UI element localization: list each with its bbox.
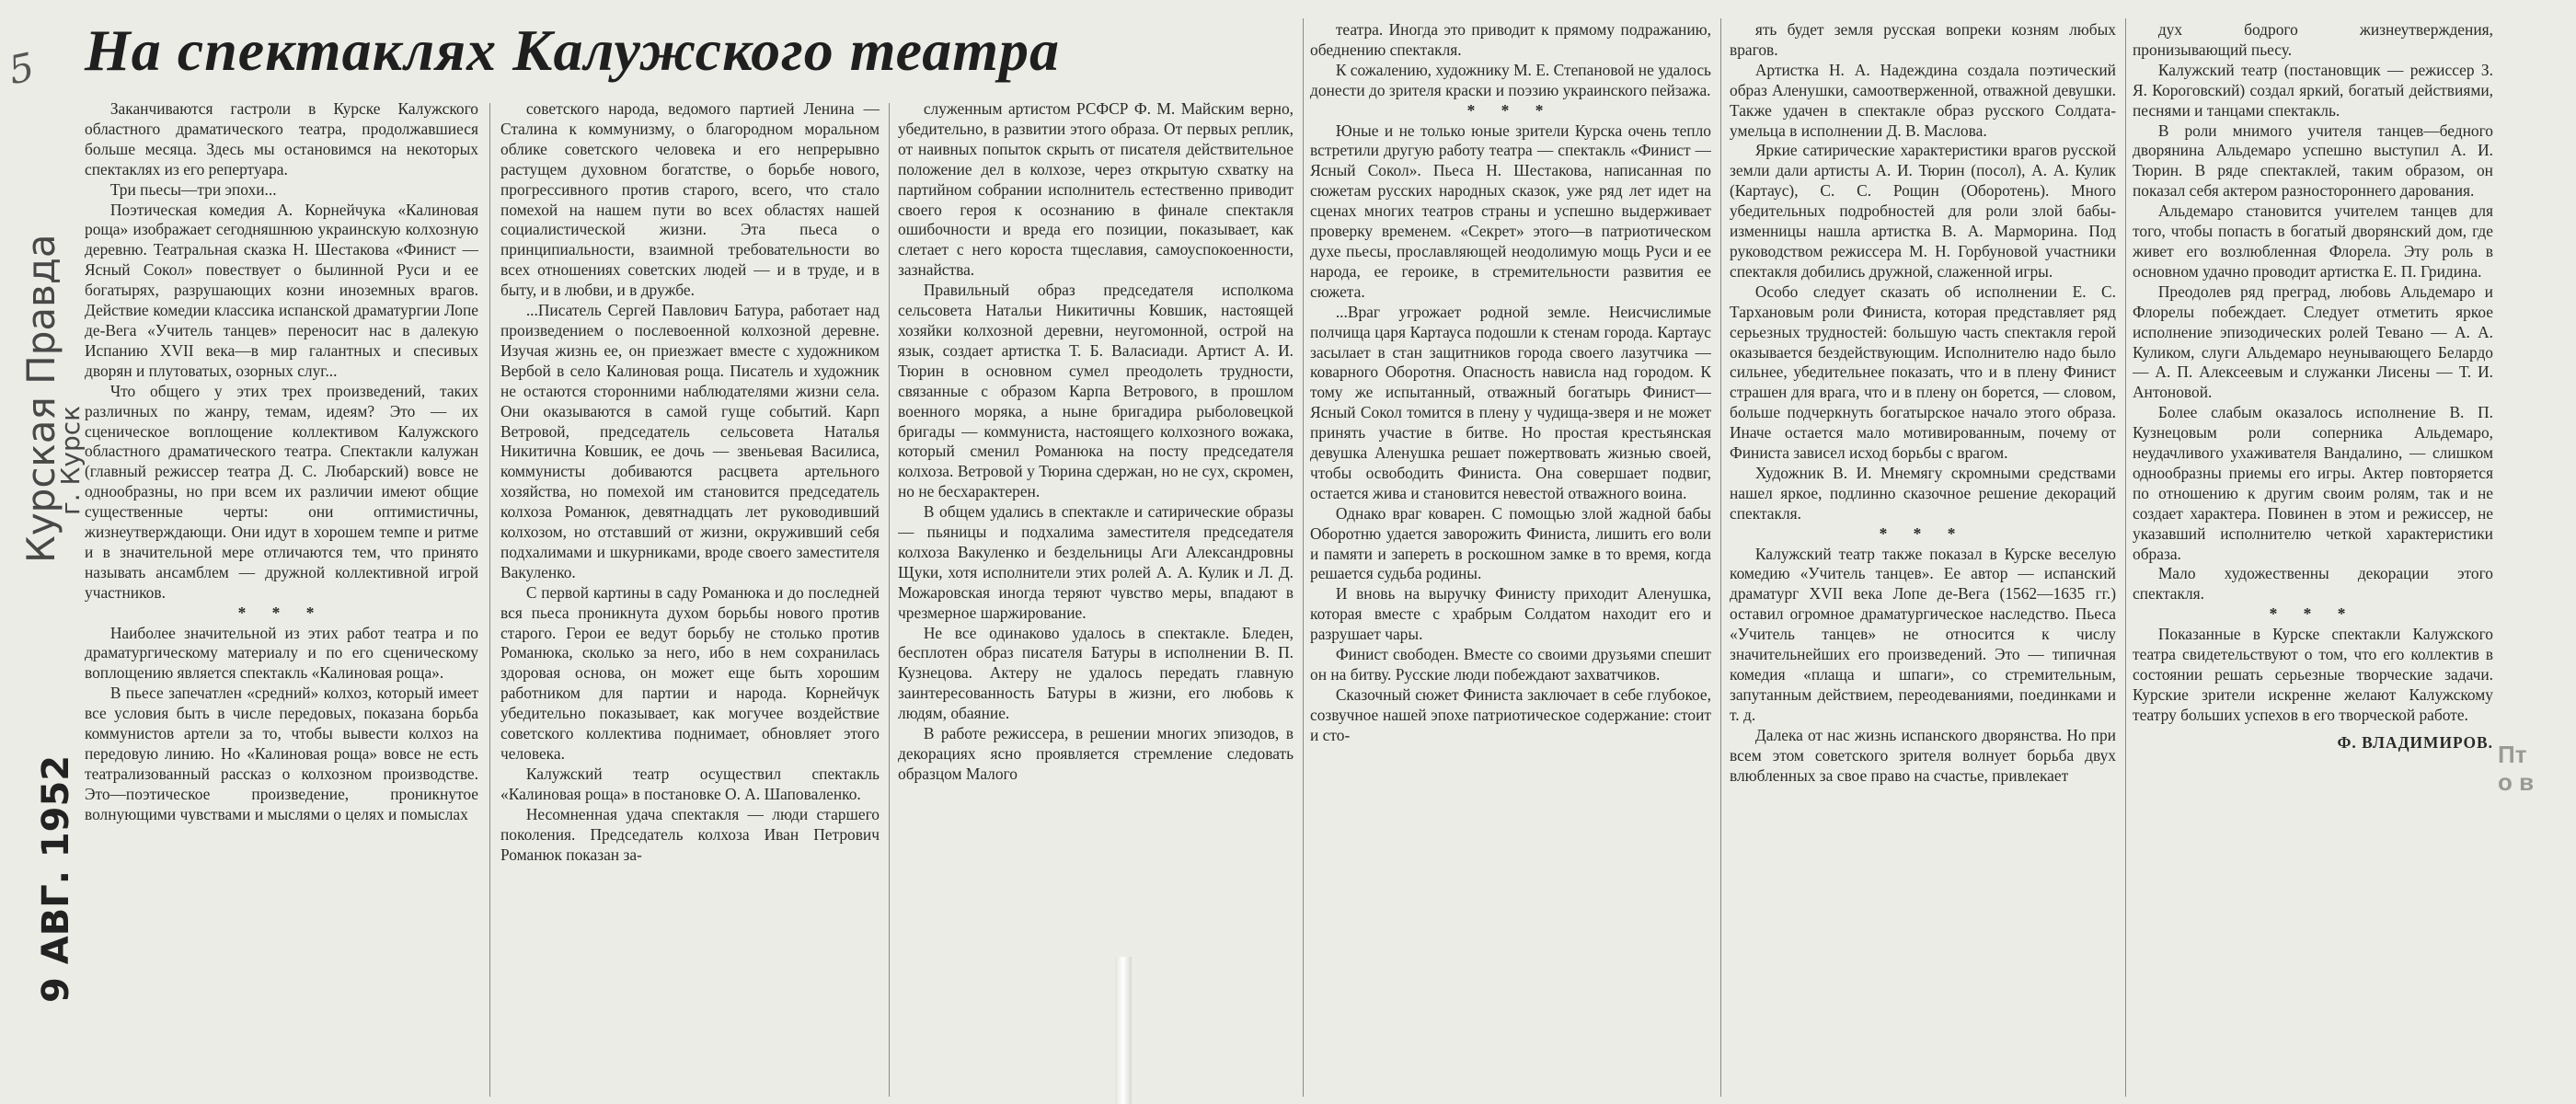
article-paragraph: В роли мнимого учителя танцев—бедного дворянина Альдемаро успешно выступил А. И. Тюрин. В ряде спектаклей, таким образом, он показал себя актером разностороннего дарования. bbox=[2133, 121, 2493, 201]
article-column-3 bbox=[898, 99, 1294, 1098]
article-paragraph: дух бодрого жизнеутверждения, пронизывающий пьесу. bbox=[2133, 20, 2493, 59]
section-separator: * * * bbox=[1879, 523, 1967, 543]
article-paragraph: Правильный образ председателя исполкома сельсовета Натальи Никитичны Ковшик, настоящей хозяйки колхозной деревни, неугомонной, острой на язык, создает артистка Т. Б. Валасиади. Артист А. И. Тюрин в основном сумел преодолеть трудности, связанные с образом Карпа Ветрового, в прошлом военного моряка, а ныне бригадира рыболовецкой бригады — коммуниста, настоящего колхозного вожака, который сменил Романюка на посту председателя колхоза. Ветровой у Тюрина сдержан, но не сух, скромен, но не бесхарактерен. bbox=[898, 281, 1294, 501]
article-column-4 bbox=[1310, 20, 1711, 1098]
article-paragraph: Преодолев ряд преград, любовь Альдемаро и Флорелы побеждает. Следует отметить яркое исполнение эпизодических ролей Тевано — А. А. Куликом, слуги Альдемаро неунывающего Белардо — А. П. Алексеевым и служанки Лисены — Т. И. Антоновой. bbox=[2133, 282, 2493, 402]
article-paragraph: В пьесе запечатлен «средний» колхоз, который имеет все условия быть в числе передовых, показана борьба коммунистов артели за то, чтобы вывести колхоз на передовую линию. Но «Калиновая роща» вовсе не есть театрализованный рассказ о колхозном производстве. Это—поэтическое произведение, проникнутое волнующими чувствами и мыслями о целях и помыслах bbox=[85, 684, 478, 823]
article-paragraph: С первой картины в саду Романюка и до последней вся пьеса проникнута духом борьбы нового против старого. Герои ее ведут борьбу не столько против Романюка, сколько за него, ибо в нем сохранилась здоровая основа, он может еще быть хорошим работником для партии и народа. Корнейчук убедительно показывает, как могучее воздействие советского коллектива поднимает, обновляет этого человека. bbox=[500, 582, 880, 763]
article-paragraph: Калужский театр (постановщик — режиссер З. Я. Короговский) создал яркий, богатый действиями, песнями и танцами спектакль. bbox=[2133, 60, 2493, 120]
newspaper-name: Курская Правда bbox=[18, 234, 63, 563]
article-paragraph: советского народа, ведомого партией Ленина — Сталина к коммунизму, о благородном моральном облике советского человека и его непрерывно растущем духовном богатстве, о борьбе нового, прогрессивного против старого, всего, что стало помехой на нашем пути во всех областях нашей социалистической жизни. Эта пьеса о принципиальности, взаимной требовательности во всех отношениях советских людей — и в труде, и в быту, и в любви, и в дружбе. bbox=[500, 99, 880, 300]
article-paragraph: Заканчиваются гастроли в Курске Калужского областного драматического театра, продолжавшиеся больше месяца. Здесь мы остановимся на некоторых спектаклях из его репертуара. bbox=[85, 99, 478, 178]
article-paragraph: В общем удались в спектакле и сатирические образы — пьяницы и подхалима заместителя председателя колхоза Вакуленко и бездельницы Аги Александровны Щуки, хотя исполнители этих ролей А. А. Кулик и Л. Д. Можаровская иногда теряют чувство меры, впадают в чрезмерное шаржирование. bbox=[898, 502, 1294, 622]
article-paragraph: Однако враг коварен. С помощью злой жадной бабы Оборотню удается заворожить Финиста, лишить его воли и памяти и запереть в роскошном замке в то время, когда решается судьба родины. bbox=[1310, 503, 1711, 583]
pencil-mark: 5 bbox=[5, 43, 39, 94]
article-paragraph: Калужский театр также показал в Курске веселую комедию «Учитель танцев». Ее автор — испанский драматург XVII века Лопе де-Вега (1562—1635 гг.) оставил огромное драматургическое наследство. Пьеса «Учитель танцев» не относится к числу значительнейших его произведений. Это — типичная комедия «плаща и шпаги», со стремительным, запутанным действием, переодеваниями, поединками и т. д. bbox=[1730, 544, 2116, 724]
article-paragraph: Более слабым оказалось исполнение В. П. Кузнецовым роли соперника Альдемаро, неудачливого ухаживателя Вандалино, — слишком однообразны приемы его игры. Актер повторяется по отношению к другим своим ролям, так и не создает характера. Повинен в этом и режиссер, не указавший исполнителю четкой характеристики образа. bbox=[2133, 403, 2493, 563]
article-paragraph: Мало художественны декорации этого спектакля. bbox=[2133, 564, 2493, 604]
article-paragraph: Три пьесы—три эпохи... bbox=[109, 179, 277, 199]
article-paragraph: служенным артистом РСФСР Ф. М. Майским верно, убедительно, в развитии этого образа. От первых реплик, от наивных попыток скрыть от писателя действительное положение дел в колхозе, через открытую схватку на партийном собрании исполнитель естественно приводит своего героя к осознанию в финале спектакля ошибочности и вреда его позиции, показывает, как слетает с него короста тщеславия, самоуспокоенности, зазнайства. bbox=[898, 99, 1294, 280]
column-rule bbox=[1303, 18, 1304, 1097]
article-paragraph: Не все одинаково удалось в спектакле. Бледен, бесплотен образ писателя Батуры в исполнении В. П. Кузнецова. Актеру не удалось передать главную заинтересованность Батуры в жизни, его любовь к людям, обаяние. bbox=[898, 623, 1294, 723]
article-paragraph: Далека от нас жизнь испанского дворянства. Но при всем этом советского зрителя волнует борьба двух влюбленных за свое право на счастье, привлекает bbox=[1730, 725, 2116, 785]
article-paragraph: Артистка Н. А. Надеждина создала поэтический образ Аленушки, самоотверженной, отважной девушки. Также удачен в спектакле образ русского Солдата-умельца в исполнении Д. В. Маслова. bbox=[1730, 60, 2116, 140]
article-paragraph: Особо следует сказать об исполнении Е. С. Тархановым роли Финиста, которая представляет ряд серьезных трудностей: большую часть спектакля герой оказывается бездействующим. Исполнителю надо было сильнее, убедительнее показать, что и в плену Финист страшен для врага, что и в плену он борется, — словом, больше подчеркнуть богатырское начало этого образа. Иначе остается мало мотивированным, почему от Финиста зависел исход борьбы с врагом. bbox=[1730, 282, 2116, 463]
article-paragraph: ...Писатель Сергей Павлович Батура, работает над произведением о послевоенной колхозной деревне. Изучая жизнь ее, он приезжает вместе с художником Вербой в село Калиновая роща. Писатель и художник не остаются сторонними наблюдателями жизни села. Они оказываются в самой гуще событий. Карп Ветровой, председатель сельсовета Наталья Никитична Ковшик, ее дочь — звеньевая Василиса, коммунисты добиваются расцвета артельного хозяйства, но помехой им становится председатель колхоза Романюк, девятнадцать лет руководивший колхозом, но отставший от жизни, окруживший себя подхалимами и шкурниками, вроде своего заместителя Вакуленко. bbox=[500, 301, 880, 581]
article-paragraph: В работе режиссера, в решении многих эпизодов, в декорациях ясно проявляется стремление следовать образцом Малого bbox=[898, 724, 1294, 783]
article-paragraph: Яркие сатирические характеристики врагов русской земли дали артисты А. И. Тюрин (посол), А. А. Кулик (Картаус), С. С. Рощин (Оборотень). Много убедительных подробностей для роли злой бабы-изменницы нашла артистка В. А. Марморина. Под руководством режиссера М. Н. Горбуновой участники спектакля добились дружной, слаженной игры. bbox=[1730, 141, 2116, 281]
article-paragraph: Показанные в Курске спектакли Калужского театра свидетельствуют о том, что его коллектив в состоянии решать серьезные творческие задачи. Курские зрители искренне желают Калужскому театру больших успехов в его творческой работе. bbox=[2133, 625, 2493, 724]
column-rule bbox=[489, 103, 490, 1097]
article-paragraph: Альдемаро становится учителем танцев для того, чтобы попасть в богатый дворянский дом, где живет его возлюбленная Флорела. Эту роль в основном удачно проводит артистка Е. П. Гридина. bbox=[2133, 201, 2493, 281]
article-paragraph: К сожалению, художнику М. Е. Степановой не удалось донести до зрителя краски и поэзию украинского пейзажа. bbox=[1310, 60, 1711, 99]
article-paragraph: И вновь на выручку Финисту приходит Аленушка, которая вместе с храбрым Солдатом находит его и разрушает чары. bbox=[1310, 584, 1711, 644]
article-column-1 bbox=[85, 99, 478, 1098]
section-separator: * * * bbox=[237, 603, 326, 622]
article-column-5 bbox=[1730, 20, 2116, 1098]
article-paragraph: ять будет земля русская вопреки козням любых врагов. bbox=[1730, 20, 2116, 59]
article-paragraph: Что общего у этих трех произведений, таких различных по жанру, темам, идеям? Это — их сценическое воплощение коллективом Калужского областного драматического театра. Спектакли калужан (главный режиссер театра Д. С. Любарский) вовсе не однообразны, но при всем их различии имеют общие существенные черты: они оптимистичны, жизнеутверждающи. Они идут в хорошем темпе и ритме и в значительной мере отличаются тем, что принято называть ансамблем — дружной коллективной игрой участников. bbox=[85, 381, 478, 602]
section-separator: * * * bbox=[1466, 100, 1555, 120]
column-rule bbox=[889, 103, 890, 1097]
article-paragraph: Поэтическая комедия А. Корнейчука «Калиновая роща» изображает сегодняшнюю украинскую колхозную деревню. Театральная сказка Н. Шестакова «Финист — Ясный Сокол» повествует о былинной Руси и ее богатырях, разрушающих козни иноземных врагов. Действие комедии классика испанской драматургии Лопе де-Вега «Учитель танцев» переносит нас в далекую Испанию XVII века—в мир галантных и спесивых дворян и плутоватых, озорных слуг... bbox=[85, 200, 478, 380]
article-paragraph: Юные и не только юные зрители Курска очень тепло встретили другую работу театра — спектакль «Финист — Ясный Сокол». Пьеса Н. Шестакова, написанная по сюжетам русских народных сказок, уже ряд лет идет на сценах многих театров страны и успешно выдерживает проверку временем. «Секрет» этого—в патриотическом духе пьесы, прославляющей неодолимую мощь Руси и ее народа, ее героике, в стремительности развития ее сюжета. bbox=[1310, 121, 1711, 301]
column-rule bbox=[2125, 18, 2126, 1097]
article-paragraph: Калужский театр осуществил спектакль «Калиновая роща» в постановке О. А. Шаповаленко. bbox=[500, 764, 880, 803]
article-paragraph: Сказочный сюжет Финиста заключает в себе глубокое, созвучное нашей эпохе патриотическое содержание: стоит и сто- bbox=[1310, 684, 1711, 744]
author-signature: Ф. ВЛАДИМИРОВ. bbox=[2337, 732, 2493, 752]
paper-fold bbox=[1115, 957, 1132, 1104]
column-rule bbox=[1720, 18, 1721, 1097]
section-separator: * * * bbox=[2269, 604, 2357, 624]
city-label: г. Курск bbox=[55, 405, 86, 515]
article-headline: На спектаклях Калужского театра bbox=[85, 17, 1060, 83]
article-paragraph: Наиболее значительной из этих работ театра и по драматургическому материалу и по его сценическому воплощению является спектакль «Калиновая роща». bbox=[85, 623, 478, 683]
article-paragraph: Финист свободен. Вместе со своими друзьями спешит он на битву. Русские люди побеждают захватчиков. bbox=[1310, 645, 1711, 684]
article-column-2 bbox=[500, 99, 880, 1098]
article-paragraph: Несомненная удача спектакля — люди старшего поколения. Председатель колхоза Иван Петрович Романюк показан за- bbox=[500, 804, 880, 864]
date-stamp: 9 АВГ. 1952 bbox=[35, 754, 77, 1003]
clipping-margin bbox=[2, 0, 86, 1104]
article-paragraph: ...Враг угрожает родной земле. Неисчислимые полчища царя Картауса подошли к стенам города. Картаус засылает в стан защитников города своего лазутчика — коварного Оборотня. Опасность нависла над городом. К тому же испытанный, отважный богатырь Финист—Ясный Сокол томится в плену у чудища-зверя и не может принять участие в битве. Но простая крестьянская девушка Аленушка решает пожертвовать жизнью своей, чтобы освободить Финиста. Она совершает подвиг, остается жива и становится невестой отважного воина. bbox=[1310, 302, 1711, 502]
adjacent-article-fragment: Пт о в bbox=[2498, 741, 2535, 796]
article-paragraph: театра. Иногда это приводит к прямому подражанию, обеднению спектакля. bbox=[1310, 20, 1711, 59]
article-column-6 bbox=[2133, 20, 2493, 1098]
article-paragraph: Художник В. И. Мнемягу скромными средствами нашел яркое, подлинно сказочное решение декораций спектакля. bbox=[1730, 463, 2116, 523]
